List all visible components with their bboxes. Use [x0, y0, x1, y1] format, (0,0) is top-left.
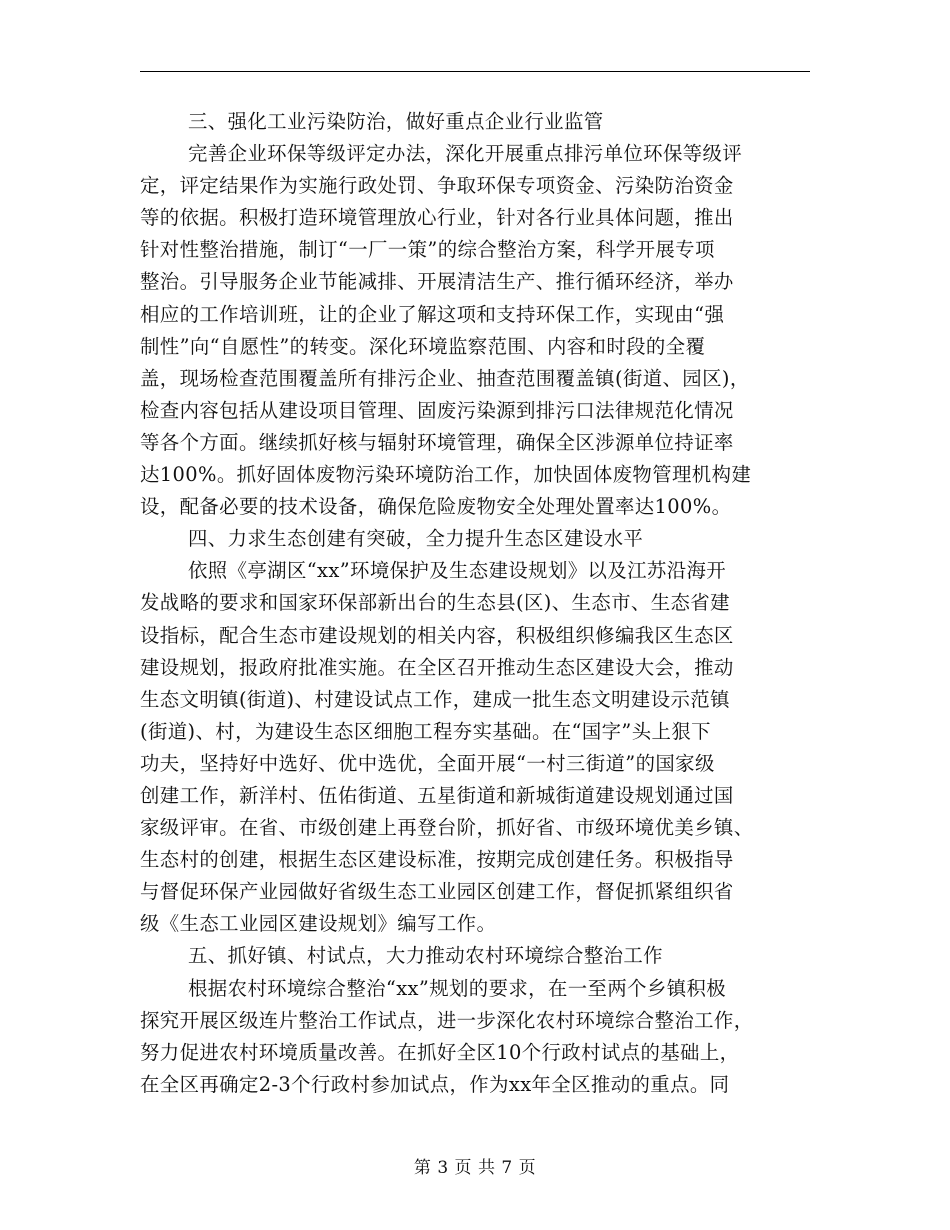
- document-body: [140, 106, 810, 1101]
- paragraph-line: 与督促环保产业园做好省级生态工业园区创建工作，督促抓紧组织省: [140, 880, 734, 904]
- paragraph-line: 探究开展区级连片整治工作试点，进一步深化农村环境综合整治工作，: [140, 1008, 754, 1032]
- paragraph-line: 等各个方面。继续抓好核与辐射环境管理，确保全区涉源单位持证率: [140, 430, 734, 454]
- paragraph-line: 达100%。抓好固体废物污染环境防治工作，加快固体废物管理机构建: [140, 463, 752, 487]
- paragraph-line: 家级评审。在省、市级创建上再登台阶，抓好省、市级环境优美乡镇、: [140, 816, 754, 840]
- paragraph-first-line: 完善企业环保等级评定办法，深化开展重点排污单位环保等级评: [188, 142, 743, 166]
- paragraph-first-line: 三、强化工业污染防治，做好重点企业行业监管: [188, 110, 604, 133]
- paragraph-line: 在全区再确定2-3个行政村参加试点，作为xx年全区推动的重点。同: [140, 1072, 730, 1096]
- paragraph-line: 针对性整治措施，制订“一厂一策”的综合整治方案，科学开展专项: [140, 238, 715, 262]
- paragraph-line: 建设规划，报政府批准实施。在全区召开推动生态区建设大会，推动: [140, 655, 734, 679]
- paragraph-first-line: 五、抓好镇、村试点，大力推动农村环境综合整治工作: [188, 944, 663, 968]
- paragraph-line: 检查内容包括从建设项目管理、固废污染源到排污口法律规范化情况: [140, 398, 734, 422]
- paragraph-line: 发战略的要求和国家环保部新出台的生态县(区)、生态市、生态省建: [140, 591, 730, 615]
- paragraph-first-line: 四、力求生态创建有突破，全力提升生态区建设水平: [188, 527, 644, 551]
- paragraph-line: (街道)、村，为建设生态区细胞工程夯实基础。在“国字”头上狠下: [140, 719, 711, 743]
- paragraph-line: 生态村的创建，根据生态区建设标准，按期完成创建任务。积极指导: [140, 848, 734, 872]
- paragraph-line: 相应的工作培训班，让的企业了解这项和支持环保工作，实现由“强: [140, 302, 725, 326]
- paragraph-line: 设指标，配合生态市建设规划的相关内容，积极组织修编我区生态区: [140, 623, 734, 647]
- page-number-footer: 第 3 页 共 7 页: [413, 1158, 537, 1178]
- paragraph-line: 功夫，坚持好中选好、优中选优，全面开展“一村三街道”的国家级: [140, 751, 715, 775]
- paragraph-first-line: 依照《亭湖区“xx”环境保护及生态建设规划》以及江苏沿海开: [188, 559, 727, 583]
- paragraph-line: 等的依据。积极打造环境管理放心行业，针对各行业具体问题，推出: [140, 206, 734, 230]
- paragraph-line: 设，配备必要的技术设备，确保危险废物安全处理处置率达100%。: [140, 495, 732, 519]
- paragraph-line: 盖，现场检查范围覆盖所有排污企业、抽查范围覆盖镇(街道、园区)，: [140, 366, 750, 390]
- paragraph-line: 创建工作，新洋村、伍佑街道、五星街道和新城街道建设规划通过国: [140, 783, 734, 807]
- paragraph-first-line: 根据农村环境综合整治“xx”规划的要求，在一至两个乡镇积极: [188, 976, 727, 1000]
- paragraph-line: 整治。引导服务企业节能减排、开展清洁生产、推行循环经济，举办: [140, 270, 734, 294]
- paragraph-line: 定，评定结果作为实施行政处罚、争取环保专项资金、污染防治资金: [140, 174, 734, 198]
- paragraph-line: 努力促进农村环境质量改善。在抓好全区10个行政村试点的基础上，: [140, 1040, 740, 1064]
- paragraph-line: 生态文明镇(街道)、村建设试点工作，建成一批生态文明建设示范镇: [140, 687, 730, 711]
- paragraph-line: 级《生态工业园区建设规划》编写工作。: [140, 912, 497, 936]
- paragraph-line: 制性”向“自愿性”的转变。深化环境监察范围、内容和时段的全覆: [140, 334, 706, 358]
- header-rule: [140, 71, 810, 72]
